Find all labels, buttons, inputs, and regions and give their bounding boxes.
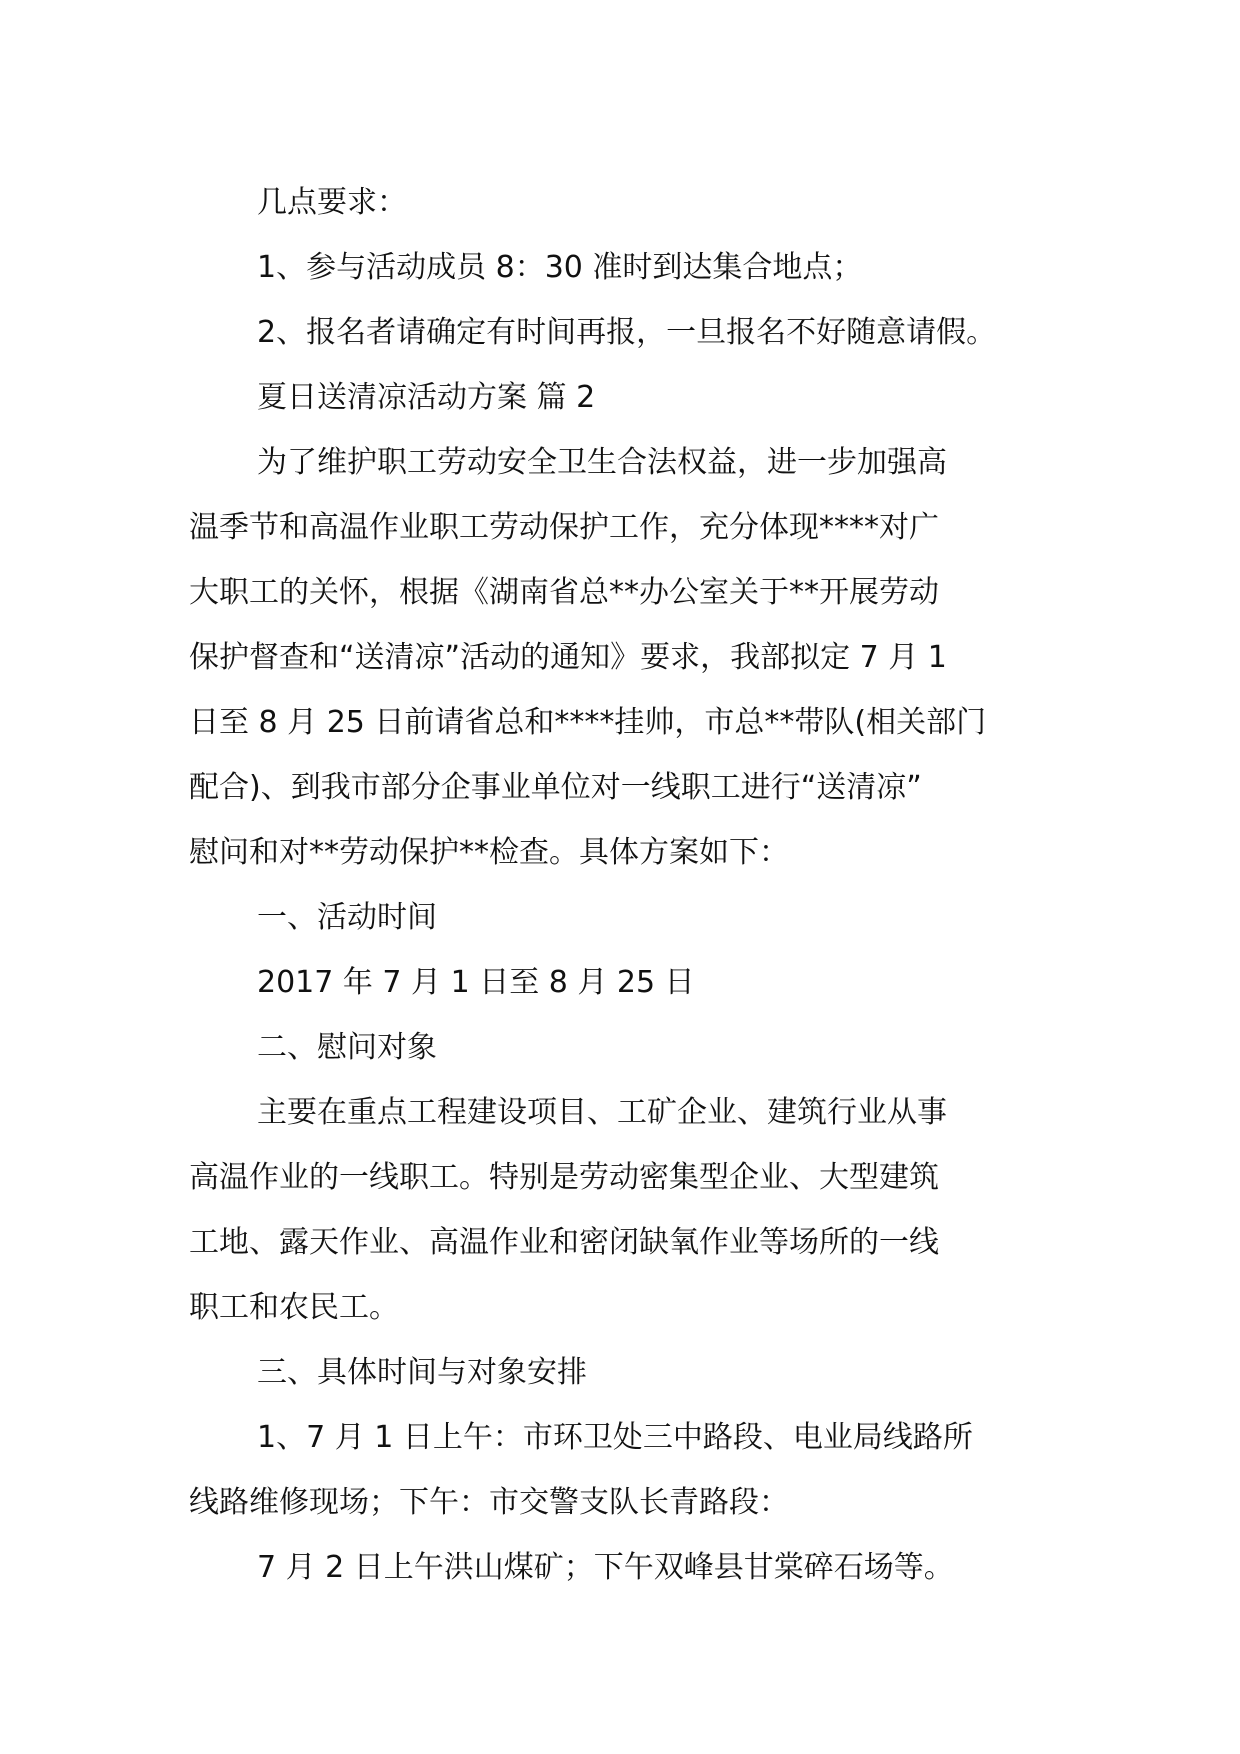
requirement-item-2: 2、报名者请确定有时间再报，一旦报名不好随意请假。 — [257, 315, 997, 350]
paragraph-line: 温季节和高温作业职工劳动保护工作，充分体现****对广 — [189, 510, 939, 545]
heading-activity-time: 一、活动时间 — [257, 900, 437, 935]
heading-visit-targets: 二、慰问对象 — [257, 1030, 437, 1065]
paragraph-line: 日至 8 月 25 日前请省总和****挂帅，市总**带队(相关部门 — [189, 705, 987, 740]
requirement-item-1: 1、参与活动成员 8：30 准时到达集合地点； — [257, 250, 863, 285]
schedule-item-1-cont: 线路维修现场；下午：市交警支队长青路段： — [189, 1485, 789, 1520]
paragraph-line: 保护督查和“送清凉”活动的通知》要求，我部拟定 7 月 1 — [189, 640, 947, 675]
document-body — [189, 170, 1061, 1600]
activity-date-range: 2017 年 7 月 1 日至 8 月 25 日 — [257, 965, 695, 1000]
paragraph-line: 工地、露天作业、高温作业和密闭缺氧作业等场所的一线 — [189, 1225, 939, 1260]
paragraph-line: 为了维护职工劳动安全卫生合法权益，进一步加强高 — [257, 445, 947, 480]
schedule-item-2: 7 月 2 日上午洪山煤矿；下午双峰县甘棠碎石场等。 — [257, 1550, 954, 1585]
requirements-heading: 几点要求： — [257, 185, 407, 220]
paragraph-line: 主要在重点工程建设项目、工矿企业、建筑行业从事 — [257, 1095, 947, 1130]
paragraph-line: 慰问和对**劳动保护**检查。具体方案如下： — [189, 835, 789, 870]
paragraph-line: 大职工的关怀，根据《湖南省总**办公室关于**开展劳动 — [189, 575, 939, 610]
paragraph-line: 高温作业的一线职工。特别是劳动密集型企业、大型建筑 — [189, 1160, 939, 1195]
heading-schedule: 三、具体时间与对象安排 — [257, 1355, 587, 1390]
paragraph-line: 职工和农民工。 — [189, 1290, 399, 1325]
paragraph-line: 配合)、到我市部分企事业单位对一线职工进行“送清凉” — [189, 770, 922, 805]
schedule-item-1: 1、7 月 1 日上午：市环卫处三中路段、电业局线路所 — [257, 1420, 973, 1455]
section-title: 夏日送清凉活动方案 篇 2 — [257, 380, 596, 415]
